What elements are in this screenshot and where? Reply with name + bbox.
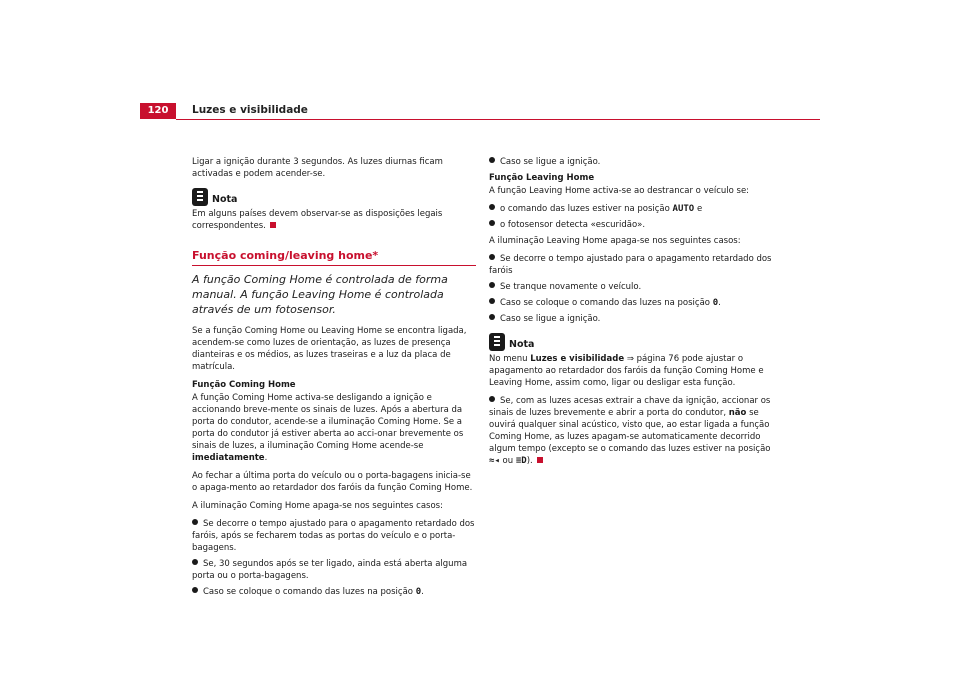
list-item-text: Se, 30 segundos após se ter ligado, ainda está aberta alguma porta ou o porta-bagagens. <box>192 559 468 581</box>
list-item-text: se ouvirá qualquer sinal acústico, visto que, ao estar ligada a função Coming Home, as luzes apagam-se automaticamente decorrido algum tempo (excepto se o comando das luzes estiver na posição <box>489 408 771 454</box>
note-text-content: No menu <box>489 354 528 364</box>
paragraph: Ao fechar a última porta do veículo ou o porta-bagagens inicia-se o apaga-mento ao retardador dos faróis da função Coming Home. <box>192 471 473 493</box>
note-text <box>192 208 476 232</box>
list-item-text: o fotosensor detecta «escuridão». <box>500 220 646 230</box>
list-item <box>489 253 773 277</box>
list-item <box>192 558 476 582</box>
note-title: Nota <box>509 339 535 350</box>
end-mark-icon <box>270 222 276 228</box>
bullet-icon <box>489 396 495 402</box>
auto-symbol: AUTO <box>672 204 695 214</box>
list-item <box>192 518 476 554</box>
list-item <box>489 203 773 215</box>
note-header <box>192 186 476 206</box>
bullet-icon <box>489 254 495 260</box>
list-item-text: Se decorre o tempo ajustado para o apagamento retardado dos faróis, após se fecharem todas as portas do veículo e o porta-bagagens. <box>192 519 475 553</box>
paragraph: Se a função Coming Home ou Leaving Home se encontra ligada, acendem-se como luzes de orientação, as luzes de presença dianteiras e os médios, as luzes traseiras e a luz da placa de matrícula. <box>192 326 467 372</box>
right-column <box>489 156 773 471</box>
list-item-text: Se, com as luzes acesas extrair a chave da ignição, accionar os sinais de luzes brevemente e abrir a porta do condutor, <box>489 396 771 418</box>
note-title: Nota <box>212 194 238 205</box>
subheading: Função Leaving Home <box>489 173 595 183</box>
switch-position-symbol: 0 <box>712 298 719 308</box>
emphasis-text: imediatamente <box>192 453 265 463</box>
bullet-icon <box>489 298 495 304</box>
paragraph-text: A função Coming Home activa-se desligando a ignição e accionando breve-mente os sinais de luzes. Após a abertura da porta do condutor, acende-se a iluminação Coming Home. Se a porta do condutor já estiver aberta ao acci-onar brevemente os sinais de luzes, a iluminação Coming Home acende-se <box>192 393 464 451</box>
note-icon <box>489 333 505 351</box>
bullet-icon <box>489 220 495 226</box>
list-item-text: Caso se ligue a ignição. <box>500 157 601 167</box>
switch-position-symbol: 0 <box>415 587 422 597</box>
bullet-icon <box>489 282 495 288</box>
bullet-icon <box>489 157 495 163</box>
note-text-content: Em alguns países devem observar-se as disposições legais correspondentes. <box>192 209 443 231</box>
list-item: Se, com as luzes acesas extrair a chave da ignição, accionar os sinais de luzes brevemente e abrir a porta do condutor, não se ouvirá qualquer sinal acústico, visto que, ao estar ligada a função Coming Home, as luzes apagam-se automaticamente decorrido algum tempo (excepto se o comando das luzes estiver na posição ≈◂ ou ≡D). <box>489 396 771 466</box>
arrow-icon: ⇒ <box>626 354 634 364</box>
section-heading: Função coming/leaving home* <box>192 250 476 266</box>
end-mark-icon <box>537 457 543 463</box>
list-item: Caso se coloque o comando das luzes na posição 0. <box>489 297 773 309</box>
note-text <box>489 353 773 389</box>
left-column <box>192 156 476 602</box>
list-item-text: ou <box>502 456 514 466</box>
note-header <box>489 331 773 351</box>
list-item <box>489 313 773 325</box>
bullet-icon <box>192 587 198 593</box>
list-item-text: Caso se ligue a ignição. <box>500 314 601 324</box>
list-item-text: Se tranque novamente o veículo. <box>500 282 642 292</box>
parking-light-icon: ≈◂ <box>489 456 500 466</box>
note-icon <box>192 188 208 206</box>
emphasis-text: não <box>728 408 747 418</box>
list-item: Caso se coloque o comando das luzes na posição 0. <box>192 586 476 598</box>
paragraph: A iluminação Coming Home apaga-se nos seguintes casos: <box>192 501 443 511</box>
list-item <box>489 281 773 293</box>
menu-name: Luzes e visibilidade <box>530 354 625 364</box>
low-beam-icon: ≡D <box>515 456 527 466</box>
header-rule <box>176 119 820 120</box>
list-item-text: Caso se coloque o comando das luzes na posição <box>203 587 414 597</box>
page-header <box>140 103 820 119</box>
bullet-icon <box>489 314 495 320</box>
paragraph: A função Coming Home activa-se desligando a ignição e accionando breve-mente os sinais de luzes. Após a abertura da porta do condutor, acende-se a iluminação Coming Home. Se a porta do condutor já estiver aberta ao acci-onar brevemente os sinais de luzes, a iluminação Coming Home acende-se imediatamente. <box>192 393 464 463</box>
list-item-text: o comando das luzes estiver na posição <box>500 204 670 214</box>
section-title: Luzes e visibilidade <box>192 104 308 116</box>
list-item-text: e <box>696 204 703 214</box>
paragraph: A função Leaving Home activa-se ao destrancar o veículo se: <box>489 186 750 196</box>
list-item-text: Caso se coloque o comando das luzes na posição <box>500 298 711 308</box>
bullet-icon <box>192 559 198 565</box>
lead-text: A função Coming Home é controlada de forma manual. A função Leaving Home é controlada através de um fotosensor. <box>192 273 448 316</box>
list-item-text: Se decorre o tempo ajustado para o apagamento retardado dos faróis <box>489 254 772 276</box>
bullet-icon <box>489 204 495 210</box>
subheading: Função Coming Home <box>192 380 296 390</box>
paragraph: Ligar a ignição durante 3 segundos. As luzes diurnas ficam activadas e podem acender-se. <box>192 157 443 179</box>
paragraph: A iluminação Leaving Home apaga-se nos seguintes casos: <box>489 236 741 246</box>
bullet-icon <box>192 519 198 525</box>
list-item <box>489 156 773 168</box>
note-text-content: página 76 pode ajustar o apagamento ao retardador dos faróis da função Coming Home e Leaving Home, assim como, ligar ou desligar esta função. <box>489 354 764 388</box>
list-item <box>489 219 773 231</box>
page-number: 120 <box>140 103 176 119</box>
